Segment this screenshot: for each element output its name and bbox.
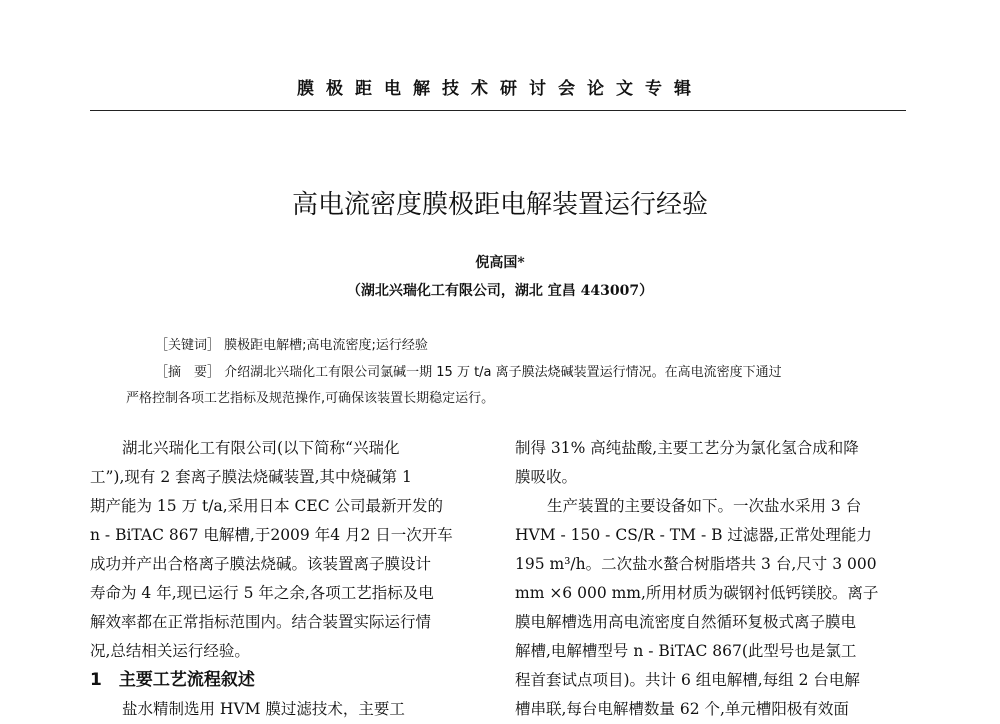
paragraph-line: 况,总结相关运行经验。	[90, 642, 250, 660]
paragraph-line: 膜电解槽选用高电流密度自然循环复极式离子膜电	[515, 613, 857, 631]
paragraph-line: 盐水精制选用 HVM 膜过滤技术，主要工	[122, 700, 405, 718]
paragraph-line: mm ×6 000 mm,所用材质为碳钢衬低钙镁胶。离子	[515, 584, 879, 602]
right-column	[515, 434, 907, 724]
paragraph-line: 膜吸收。	[515, 468, 578, 486]
paragraph-line: 195 m³/h。二次盐水螯合树脂塔共 3 台,尺寸 3 000	[515, 555, 877, 573]
paragraph-line: 寿命为 4 年,现已运行 5 年之余,各项工艺指标及电	[90, 584, 434, 602]
paragraph-line: 成功并产出合格离子膜法烧碱。该装置离子膜设计	[90, 555, 432, 573]
paragraph-line: HVM - 150 - CS/R - TM - B 过滤器,正常处理能力	[515, 526, 872, 544]
paragraph-line: 解效率都在正常指标范围内。结合装置实际运行情	[90, 613, 432, 631]
paragraph-line: 湖北兴瑞化工有限公司(以下简称“兴瑞化	[122, 439, 400, 457]
section-heading: 1 主要工艺流程叙述	[90, 670, 255, 690]
article-title: 高电流密度膜极距电解装置运行经验	[291, 190, 708, 220]
paragraph-line: 制得 31% 高纯盐酸,主要工艺分为氯化氢合成和降	[515, 439, 859, 457]
left-column	[90, 434, 502, 724]
affiliation: （湖北兴瑞化工有限公司，湖北 宜昌 443007）	[346, 283, 654, 299]
running-header: 膜极距电解技术研讨会论文专辑	[297, 79, 703, 99]
paragraph-line: 解槽,电解槽型号 n - BiTAC 867(此型号也是氯工	[515, 642, 857, 660]
paragraph-line: n - BiTAC 867 电解槽,于2009 年4 月2 日一次开车	[90, 526, 453, 544]
keywords: ［关键词］ 膜极距电解槽;高电流密度;运行经验	[155, 338, 428, 353]
paragraph-line: 程首套试点项目)。共计 6 组电解槽,每组 2 台电解	[515, 671, 860, 689]
abstract-line: ［摘 要］ 介绍湖北兴瑞化工有限公司氯碱一期 15 万 t/a 离子膜法烧碱装置运行情况。在高电流密度下通过	[155, 365, 782, 380]
paragraph-line: 生产装置的主要设备如下。一次盐水采用 3 台	[547, 497, 862, 515]
paragraph-line: 期产能为 15 万 t/a,采用日本 CEC 公司最新开发的	[90, 497, 444, 515]
paragraph-line: 工”),现有 2 套离子膜法烧碱装置,其中烧碱第 1	[90, 468, 412, 486]
header-rule	[90, 110, 906, 111]
abstract-line: 严格控制各项工艺指标及规范操作,可确保该装置长期稳定运行。	[126, 391, 495, 406]
author: 倪高国*	[475, 255, 525, 271]
paragraph-line: 槽串联,每台电解槽数量 62 个,单元槽阳极有效面	[515, 700, 849, 718]
